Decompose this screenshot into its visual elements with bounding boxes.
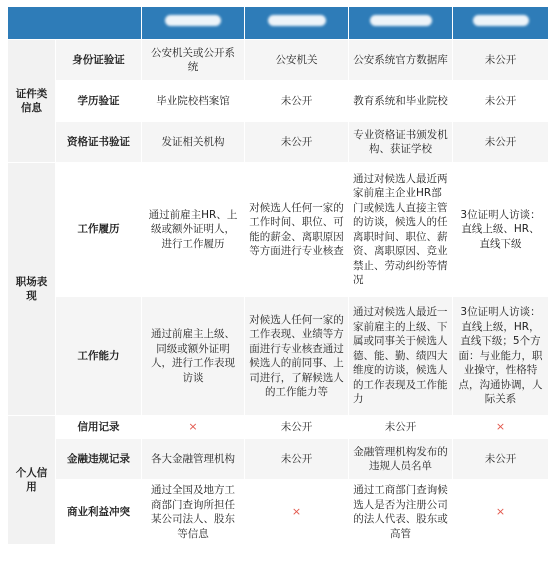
table-row: [8, 122, 549, 163]
item-label: 身份证验证: [56, 40, 142, 81]
table-cell: 通过前雇主上级、同级或额外证明人，进行工作表现访谈: [142, 297, 245, 416]
table-cell: 未公开: [453, 122, 549, 163]
table-cell: 发证相关机构: [142, 122, 245, 163]
table-cell: 未公开: [453, 81, 549, 122]
redacted-name: [473, 15, 529, 26]
table-cell: 未公开: [349, 416, 453, 439]
table-cell: 公安机关: [245, 40, 349, 81]
item-label: 商业利益冲突: [56, 480, 142, 545]
table-cell: 毕业院校档案馆: [142, 81, 245, 122]
category-cell: 证件类信息: [8, 40, 56, 163]
table-cell: 对候选人任何一家的工作表现、业绩等方面进行专业核查通过候选人的前同事、上司进行，了解候选人的工作能力等: [245, 297, 349, 416]
table-cell: 3位证明人访谈：直线上级，HR，直线下级；5个方面：与业能力，职业操守，性格特点，沟通协调，人际关系: [453, 297, 549, 416]
cross-mark-icon: ×: [142, 416, 245, 439]
table-row: [8, 163, 549, 297]
table-row: [8, 40, 549, 81]
table-row: [8, 439, 549, 480]
table-cell: 未公开: [245, 416, 349, 439]
item-label: 工作能力: [56, 297, 142, 416]
table-cell: 通过对候选人最近两家前雇主企业HR部门或候选人直接主管的访谈，候选人的任离职时间、职位、薪资、离职原因、竞业禁止、劳动纠纷等情况: [349, 163, 453, 297]
comparison-table: [7, 6, 549, 545]
table-cell: 未公开: [245, 122, 349, 163]
table-cell: 公安系统官方数据库: [349, 40, 453, 81]
header-empty-cell: [8, 7, 142, 40]
header-row: [8, 7, 549, 40]
redacted-name: [370, 15, 432, 26]
table-cell: 未公开: [453, 40, 549, 81]
table-cell: 金融管理机构发布的违规人员名单: [349, 439, 453, 480]
category-cell: 职场表现: [8, 163, 56, 416]
redacted-name: [165, 15, 221, 26]
header-col-3: [245, 7, 349, 40]
header-col-5: [453, 7, 549, 40]
redacted-name: [268, 15, 326, 26]
table-cell: 通过前雇主HR、上级或额外证明人，进行工作履历: [142, 163, 245, 297]
table-cell: 未公开: [453, 439, 549, 480]
header-col-4: [349, 7, 453, 40]
item-label: 资格证书验证: [56, 122, 142, 163]
cross-mark-icon: ×: [453, 480, 549, 545]
table-cell: 未公开: [245, 439, 349, 480]
header-col-2: [142, 7, 245, 40]
item-label: 信用记录: [56, 416, 142, 439]
item-label: 学历验证: [56, 81, 142, 122]
table-row: [8, 416, 549, 439]
table-cell: 通过全国及地方工商部门查询所担任某公司法人、股东等信息: [142, 480, 245, 545]
table-cell: 通过对候选人最近一家前雇主的上级、下属或同事关于候选人德、能、勤、绩四大维度的访谈，候选人的工作表现及工作能力: [349, 297, 453, 416]
table-cell: 各大金融管理机构: [142, 439, 245, 480]
table-cell: 公安机关或公开系统: [142, 40, 245, 81]
item-label: 工作履历: [56, 163, 142, 297]
table-cell: 教育系统和毕业院校: [349, 81, 453, 122]
table-row: [8, 81, 549, 122]
table-cell: 未公开: [245, 81, 349, 122]
category-cell: 个人信用: [8, 416, 56, 545]
table-row: [8, 297, 549, 416]
table-row: [8, 480, 549, 545]
cross-mark-icon: ×: [453, 416, 549, 439]
cross-mark-icon: ×: [245, 480, 349, 545]
table-cell: 对候选人任何一家的工作时间、职位、可能的薪金、离职原因等方面进行专业核查: [245, 163, 349, 297]
table-cell: 通过工商部门查询候选人是否为注册公司的法人代表、股东或高管: [349, 480, 453, 545]
item-label: 金融违规记录: [56, 439, 142, 480]
table-cell: 3位证明人访谈：直线上级、HR、直线下级: [453, 163, 549, 297]
table-cell: 专业资格证书颁发机构、获证学校: [349, 122, 453, 163]
